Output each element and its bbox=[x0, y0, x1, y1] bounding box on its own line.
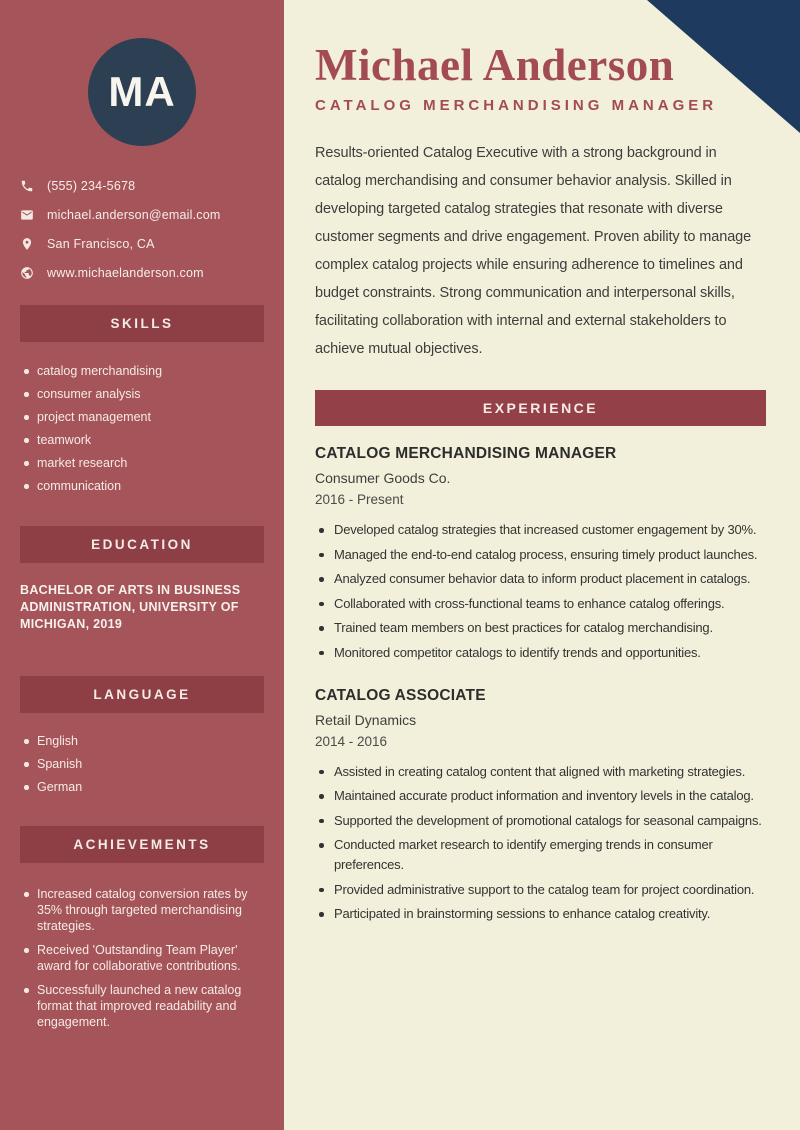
sidebar bbox=[0, 0, 284, 1130]
experience-section-header bbox=[315, 390, 766, 426]
skill-item: consumer analysis bbox=[20, 387, 264, 401]
job-bullet: Participated in brainstorming sessions to enhance catalog creativity. bbox=[315, 904, 766, 924]
experience-jobs bbox=[315, 445, 766, 924]
education-title: EDUCATION bbox=[91, 537, 193, 552]
achievements-section-header bbox=[20, 826, 264, 863]
envelope-icon bbox=[20, 208, 34, 222]
job-bullet: Developed catalog strategies that increased customer engagement by 30%. bbox=[315, 520, 766, 540]
contact-email-value: michael.anderson@email.com bbox=[47, 208, 221, 222]
skill-item: teamwork bbox=[20, 433, 264, 447]
skill-item: market research bbox=[20, 456, 264, 470]
job-dates: 2016 - Present bbox=[315, 492, 404, 507]
achievement-item: Successfully launched a new catalog format that improved readability and engagement. bbox=[20, 982, 264, 1030]
contact-location bbox=[20, 237, 264, 251]
job-bullet: Provided administrative support to the catalog team for project coordination. bbox=[315, 880, 766, 900]
job-title: CATALOG MERCHANDISING MANAGER bbox=[315, 445, 617, 462]
contact-email bbox=[20, 208, 264, 222]
job-company: Consumer Goods Co. bbox=[315, 470, 451, 486]
job-bullet: Collaborated with cross-functional teams to enhance catalog offerings. bbox=[315, 594, 766, 614]
achievements-list bbox=[20, 886, 264, 1030]
map-pin-icon bbox=[20, 237, 34, 251]
achievement-item: Increased catalog conversion rates by 35% through targeted merchandising strategies. bbox=[20, 886, 264, 934]
achievements-title: ACHIEVEMENTS bbox=[73, 837, 211, 852]
job-bullet-list bbox=[315, 762, 766, 925]
language-item: German bbox=[20, 780, 264, 794]
job-dates: 2014 - 2016 bbox=[315, 733, 388, 749]
phone-icon bbox=[20, 179, 34, 193]
skill-item: communication bbox=[20, 479, 264, 493]
skills-list bbox=[20, 364, 264, 493]
skill-item: catalog merchandising bbox=[20, 364, 264, 378]
contact-section bbox=[20, 179, 264, 280]
job-bullet-list bbox=[315, 520, 766, 663]
name-heading: Michael Anderson bbox=[315, 40, 675, 90]
education-degree: BACHELOR OF ARTS IN BUSINESS ADMINISTRATION, UNIVERSITY OF MICHIGAN, 2019 bbox=[20, 583, 241, 631]
experience-title: EXPERIENCE bbox=[482, 400, 599, 416]
job-entry bbox=[315, 445, 766, 663]
job-title-heading: CATALOG MERCHANDISING MANAGER bbox=[315, 97, 718, 114]
job-bullet: Maintained accurate product information and inventory levels in the catalog. bbox=[315, 786, 766, 806]
language-item: Spanish bbox=[20, 757, 264, 771]
summary-paragraph: Results-oriented Catalog Executive with a strong background in catalog merchandising and consumer behavior analysis. Skilled in developing targeted catalog strategies that resonate with diverse customer segments and drive engagement. Proven ability to manage complex catalog projects while ensuring adherence to timelines and budget constraints. Strong communication and interpersonal skills, facilitating collaboration with internal and external stakeholders to achieve mutual objectives. bbox=[315, 145, 752, 357]
main-column bbox=[284, 0, 800, 1130]
language-list bbox=[20, 734, 264, 794]
job-company: Retail Dynamics bbox=[315, 711, 417, 728]
contact-website-value: www.michaelanderson.com bbox=[47, 266, 204, 280]
contact-location-value: San Francisco, CA bbox=[47, 237, 155, 251]
job-bullet: Trained team members on best practices for catalog merchandising. bbox=[315, 618, 766, 638]
skill-item: project management bbox=[20, 410, 264, 424]
job-bullet: Analyzed consumer behavior data to inform product placement in catalogs. bbox=[315, 569, 766, 589]
job-title: CATALOG ASSOCIATE bbox=[315, 686, 486, 704]
job-bullet: Conducted market research to identify emerging trends in consumer preferences. bbox=[315, 835, 766, 875]
language-item: English bbox=[20, 734, 264, 748]
language-section-header bbox=[20, 676, 264, 713]
job-bullet: Supported the development of promotional catalogs for seasonal campaigns. bbox=[315, 811, 766, 831]
avatar bbox=[88, 38, 196, 146]
avatar-initials: MA bbox=[108, 68, 176, 115]
skills-title: SKILLS bbox=[110, 316, 174, 331]
education-section-header bbox=[20, 526, 264, 563]
job-bullet: Managed the end-to-end catalog process, ensuring timely product launches. bbox=[315, 545, 766, 565]
skills-section-header bbox=[20, 305, 264, 342]
job-entry bbox=[315, 687, 766, 925]
job-bullet: Assisted in creating catalog content that aligned with marketing strategies. bbox=[315, 762, 766, 782]
contact-phone-value: (555) 234-5678 bbox=[47, 179, 136, 193]
contact-phone bbox=[20, 179, 264, 193]
contact-website bbox=[20, 266, 264, 280]
language-title: LANGUAGE bbox=[93, 687, 191, 702]
job-bullet: Monitored competitor catalogs to identify trends and opportunities. bbox=[315, 643, 766, 663]
achievement-item: Received 'Outstanding Team Player' award for collaborative contributions. bbox=[20, 942, 264, 974]
globe-icon bbox=[20, 266, 34, 280]
